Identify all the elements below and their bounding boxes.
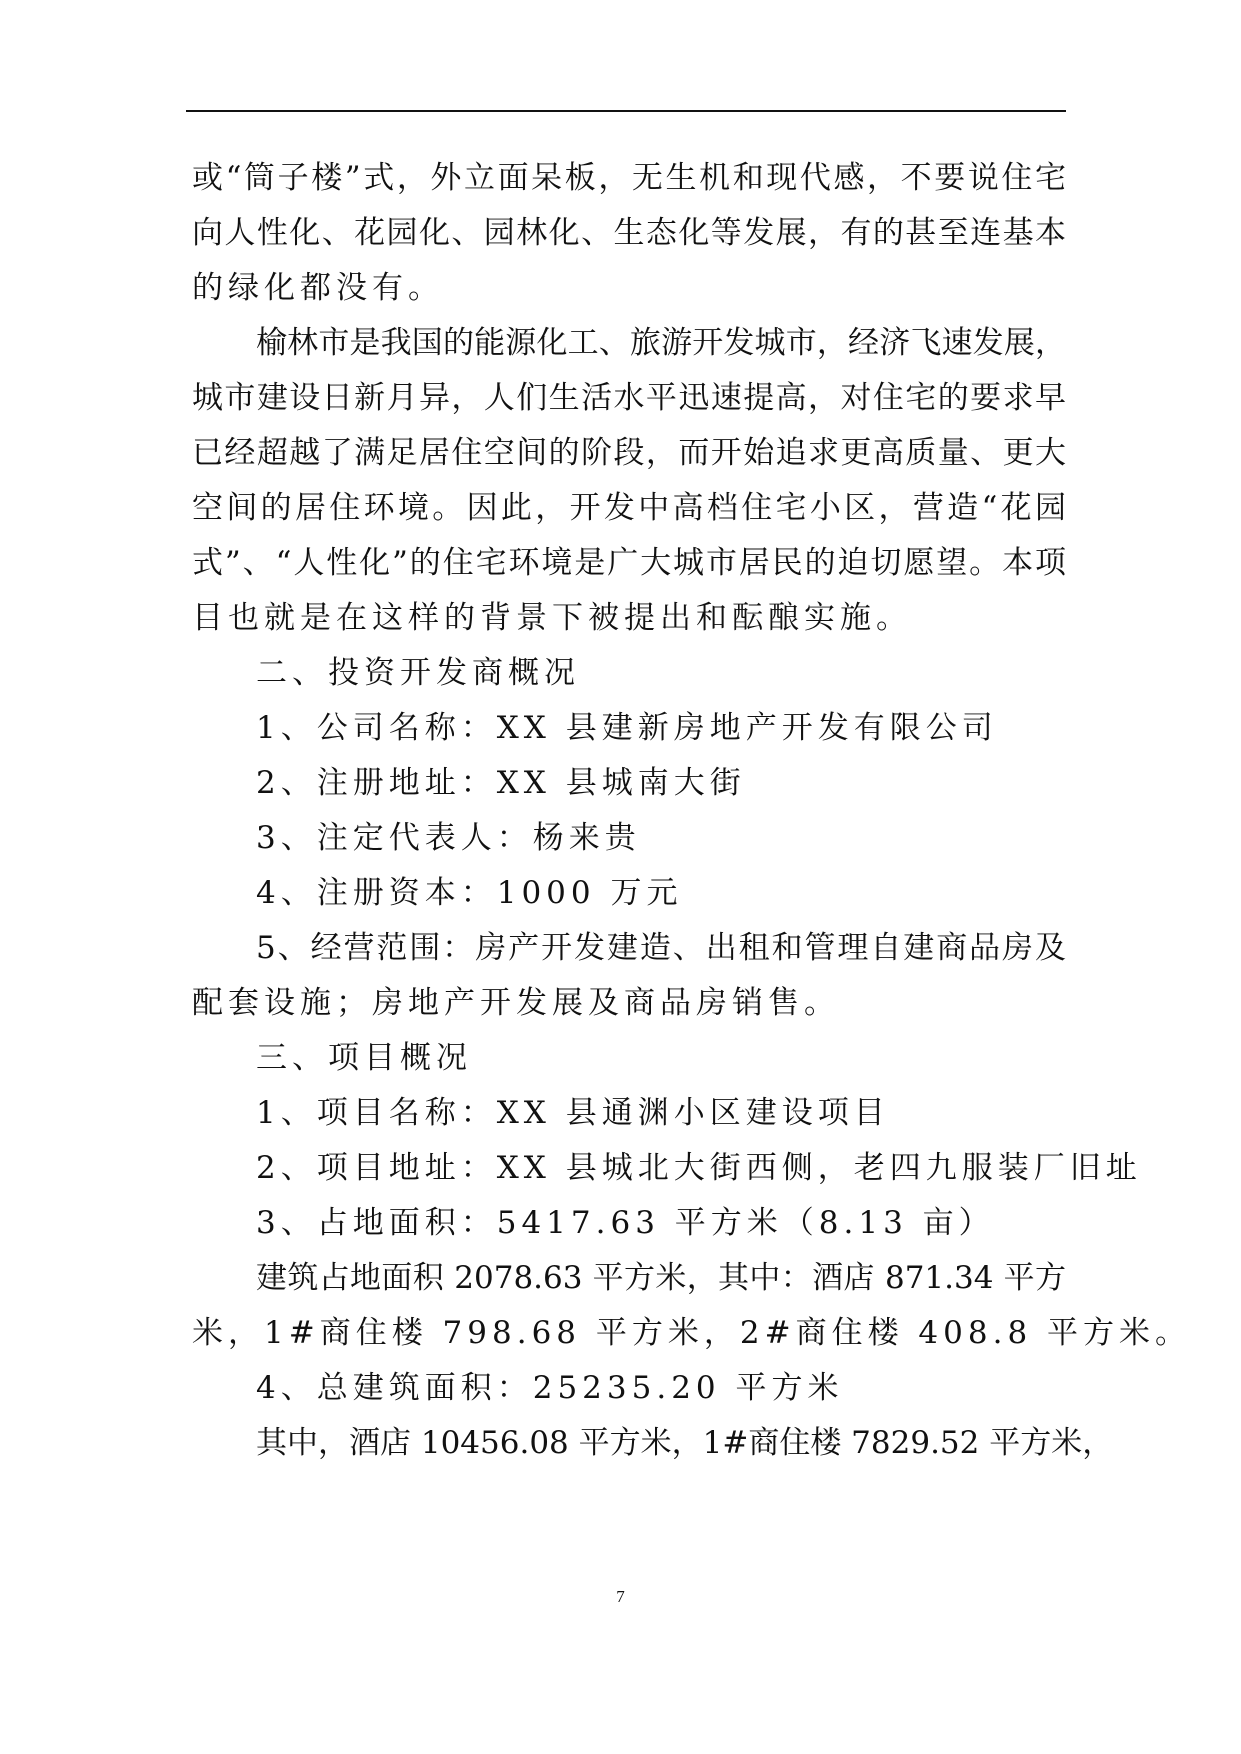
body-line: 米，1#商住楼 798.68 平方米，2#商住楼 408.8 平方米。 [192, 1315, 1192, 1351]
body-line: 空间的居住环境。因此，开发中高档住宅小区，营造“花园 [192, 490, 1066, 526]
header-rule [186, 110, 1066, 112]
body-line: 2、项目地址：XX 县城北大街西侧，老四九服装厂旧址 [256, 1150, 1142, 1186]
body-line: 1、项目名称：XX 县通渊小区建设项目 [256, 1095, 890, 1131]
page-number: 7 [616, 1587, 625, 1606]
body-line: 5、经营范围：房产开发建造、出租和管理自建商品房及 [256, 930, 1066, 966]
body-line: 向人性化、花园化、园林化、生态化等发展，有的甚至连基本 [192, 215, 1066, 251]
body-line: 3、占地面积：5417.63 平方米（8.13 亩） [256, 1205, 995, 1241]
body-line: 建筑占地面积 2078.63 平方米，其中：酒店 871.34 平方 [256, 1260, 1066, 1296]
body-line: 1、公司名称：XX 县建新房地产开发有限公司 [256, 710, 998, 746]
body-line: 已经超越了满足居住空间的阶段，而开始追求更高质量、更大 [192, 435, 1066, 471]
section-heading: 二、投资开发商概况 [256, 655, 580, 691]
body-line: 城市建设日新月异，人们生活水平迅速提高，对住宅的要求早 [192, 380, 1066, 416]
body-line: 式”、“人性化”的住宅环境是广大城市居民的迫切愿望。本项 [192, 545, 1066, 581]
body-line: 4、注册资本：1000 万元 [256, 875, 683, 911]
section-heading: 三、项目概况 [256, 1040, 472, 1076]
body-line: 目也就是在这样的背景下被提出和酝酿实施。 [192, 600, 912, 636]
body-line: 其中，酒店 10456.08 平方米，1#商住楼 7829.52 平方米， [256, 1425, 1114, 1461]
body-line: 或“筒子楼”式，外立面呆板，无生机和现代感，不要说住宅 [192, 160, 1066, 196]
body-line: 榆林市是我国的能源化工、旅游开发城市，经济飞速发展， [256, 325, 1066, 361]
body-line: 配套设施；房地产开发展及商品房销售。 [192, 985, 840, 1021]
body-line: 的绿化都没有。 [192, 270, 444, 306]
body-line: 4、总建筑面积：25235.20 平方米 [256, 1370, 844, 1406]
body-line: 2、注册地址：XX 县城南大街 [256, 765, 746, 801]
body-line: 3、注定代表人：杨来贵 [256, 820, 641, 856]
